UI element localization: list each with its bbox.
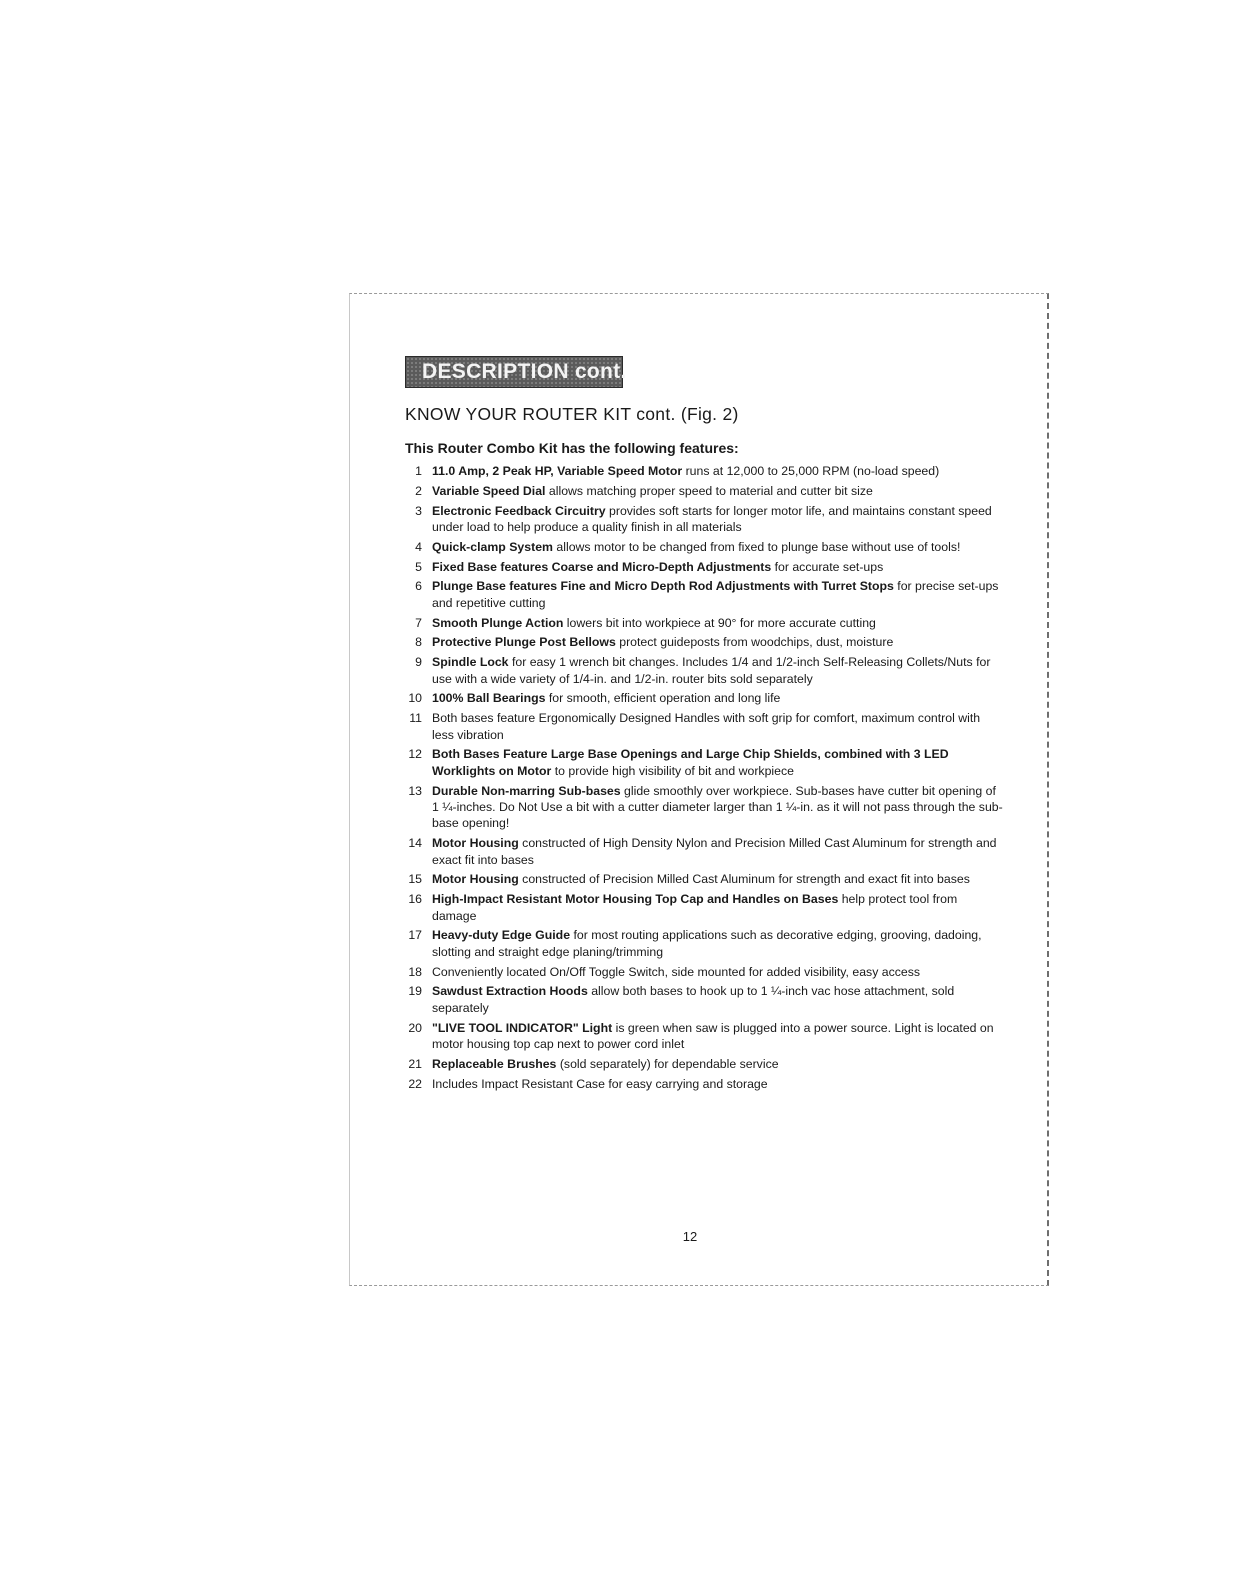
feature-text [432, 872, 970, 886]
feature-text [432, 784, 1003, 831]
feature-description: Includes Impact Resistant Case for easy carrying and storage [432, 1076, 768, 1091]
feature-item [394, 964, 1004, 980]
feature-item [394, 483, 1004, 499]
feature-number: 22 [408, 1076, 422, 1091]
feature-number: 8 [415, 635, 422, 650]
feature-description: Both bases feature Ergonomically Designed Handles with soft grip for comfort, maximum control with less vibration [432, 711, 981, 742]
feature-item [394, 559, 1004, 575]
feature-description: help protect tool from damage [432, 892, 958, 923]
intro-text: This Router Combo Kit has the following features: [405, 440, 739, 456]
feature-text [432, 560, 883, 574]
feature-item [394, 615, 1004, 631]
feature-text [432, 579, 998, 609]
feature-item [394, 891, 1004, 924]
feature-description: provides soft starts for longer motor life, and maintains constant speed under load to help produce a quality finish in all materials [432, 503, 992, 534]
feature-number: 9 [415, 655, 422, 670]
feature-bold: Heavy-duty Edge Guide [432, 928, 571, 943]
feature-description: for accurate set-ups [771, 559, 884, 574]
feature-description: is green when saw is plugged into a power source. Light is located on motor housing top cap next to power cord inlet [432, 1020, 994, 1052]
feature-text [432, 1021, 994, 1051]
feature-item [394, 746, 1004, 779]
feature-text [432, 1057, 779, 1071]
feature-description: to provide high visibility of bit and workpiece [551, 763, 794, 778]
feature-number: 2 [415, 483, 422, 498]
feature-text [432, 984, 954, 1014]
feature-text [432, 1077, 768, 1091]
feature-item [394, 1020, 1004, 1053]
feature-description: Conveniently located On/Off Toggle Switch, side mounted for added visibility, easy access [432, 964, 921, 979]
feature-bold: Variable Speed Dial [432, 483, 546, 498]
feature-text [432, 464, 939, 478]
feature-bold: Protective Plunge Post Bellows [432, 635, 616, 650]
feature-text [432, 616, 876, 630]
feature-text [432, 635, 893, 649]
feature-number: 14 [408, 836, 422, 851]
feature-number: 12 [408, 747, 422, 762]
feature-item [394, 783, 1004, 832]
feature-item [394, 503, 1004, 536]
feature-number: 15 [408, 872, 422, 887]
feature-text [432, 504, 992, 534]
feature-description: (sold separately) for dependable service [556, 1056, 779, 1071]
feature-text [432, 484, 873, 498]
feature-bold: Replaceable Brushes [432, 1056, 557, 1071]
feature-number: 17 [408, 928, 422, 943]
feature-description: constructed of High Density Nylon and Precision Milled Cast Aluminum for strength and exact fit into bases [432, 836, 997, 867]
feature-text [432, 747, 949, 777]
feature-text [432, 540, 960, 554]
feature-item [394, 1076, 1004, 1092]
feature-item [394, 927, 1004, 960]
feature-item [394, 539, 1004, 555]
feature-bold: Plunge Base features Fine and Micro Depth Rod Adjustments with Turret Stops [432, 579, 894, 594]
feature-list [394, 463, 1004, 1095]
feature-number: 7 [415, 615, 422, 630]
feature-number: 10 [408, 691, 422, 706]
feature-number: 18 [408, 964, 422, 979]
feature-item [394, 690, 1004, 706]
feature-text [432, 836, 997, 866]
feature-description: allow both bases to hook up to 1 ¼-inch vac hose attachment, sold separately [432, 984, 955, 1015]
feature-bold: Motor Housing [432, 872, 519, 887]
feature-bold: Both Bases Feature Large Base Openings and Large Chip Shields, combined with 3 LED Worklights on Motor [432, 747, 949, 778]
feature-text [432, 655, 990, 685]
feature-description: lowers bit into workpiece at 90° for more accurate cutting [563, 615, 876, 630]
feature-item [394, 835, 1004, 868]
feature-bold: Durable Non-marring Sub-bases [432, 783, 621, 798]
feature-bold: Motor Housing [432, 836, 519, 851]
feature-text [432, 965, 920, 979]
feature-description: constructed of Precision Milled Cast Aluminum for strength and exact fit into bases [518, 872, 970, 887]
feature-description: for easy 1 wrench bit changes. Includes 1/4 and 1/2-inch Self-Releasing Collets/Nuts for use with a wide variety of 1/4-in. and 1/2-in. router bits sold separately [432, 655, 991, 686]
feature-number: 6 [415, 579, 422, 594]
page-number: 12 [682, 1229, 698, 1244]
feature-item [394, 463, 1004, 479]
feature-bold: 100% Ball Bearings [432, 691, 546, 706]
feature-number: 3 [415, 503, 422, 518]
feature-description: for most routing applications such as decorative edging, grooving, dadoing, slotting and straight edge planing/trimming [432, 928, 982, 959]
feature-bold: High-Impact Resistant Motor Housing Top Cap and Handles on Bases [432, 892, 839, 907]
feature-number: 20 [408, 1020, 422, 1035]
feature-item [394, 634, 1004, 650]
feature-item [394, 578, 1004, 611]
feature-description: protect guideposts from woodchips, dust, moisture [615, 635, 894, 650]
section-banner: DESCRIPTION cont. [405, 356, 623, 388]
feature-number: 1 [415, 464, 422, 478]
feature-description: for precise set-ups and repetitive cutting [432, 579, 999, 610]
feature-text [432, 691, 780, 705]
feature-bold: Spindle Lock [432, 655, 509, 670]
feature-bold: 11.0 Amp, 2 Peak HP, Variable Speed Motor [432, 464, 683, 478]
section-heading: KNOW YOUR ROUTER KIT cont. (Fig. 2) [405, 404, 739, 424]
feature-number: 11 [409, 711, 422, 726]
feature-number: 13 [408, 783, 422, 798]
feature-number: 19 [408, 984, 422, 999]
feature-description: allows motor to be changed from fixed to plunge base without use of tools! [552, 539, 961, 554]
feature-description: allows matching proper speed to material and cutter bit size [545, 483, 873, 498]
feature-description: for smooth, efficient operation and long life [545, 691, 781, 706]
feature-item [394, 983, 1004, 1016]
feature-text [432, 928, 982, 958]
feature-item [394, 1056, 1004, 1072]
feature-text [432, 892, 957, 922]
feature-bold: "LIVE TOOL INDICATOR" Light [432, 1020, 613, 1035]
feature-bold: Sawdust Extraction Hoods [432, 984, 588, 999]
feature-bold: Smooth Plunge Action [432, 615, 564, 630]
feature-description: glide smoothly over workpiece. Sub-bases have cutter bit opening of 1 ¼-inches. Do Not Use a bit with a cutter diameter larger than 1 ¼-in. as it will not pass through the sub-base opening! [432, 783, 1003, 831]
feature-item [394, 654, 1004, 687]
feature-number: 5 [415, 559, 422, 574]
feature-number: 4 [415, 539, 422, 554]
feature-item [394, 710, 1004, 743]
feature-text [432, 711, 980, 741]
feature-number: 21 [408, 1056, 422, 1071]
feature-item [394, 871, 1004, 887]
feature-bold: Electronic Feedback Circuitry [432, 503, 606, 518]
feature-bold: Fixed Base features Coarse and Micro-Depth Adjustments [432, 559, 772, 574]
feature-bold: Quick-clamp System [432, 539, 553, 554]
feature-number: 16 [408, 892, 422, 907]
feature-description: runs at 12,000 to 25,000 RPM (no-load speed) [682, 464, 940, 478]
